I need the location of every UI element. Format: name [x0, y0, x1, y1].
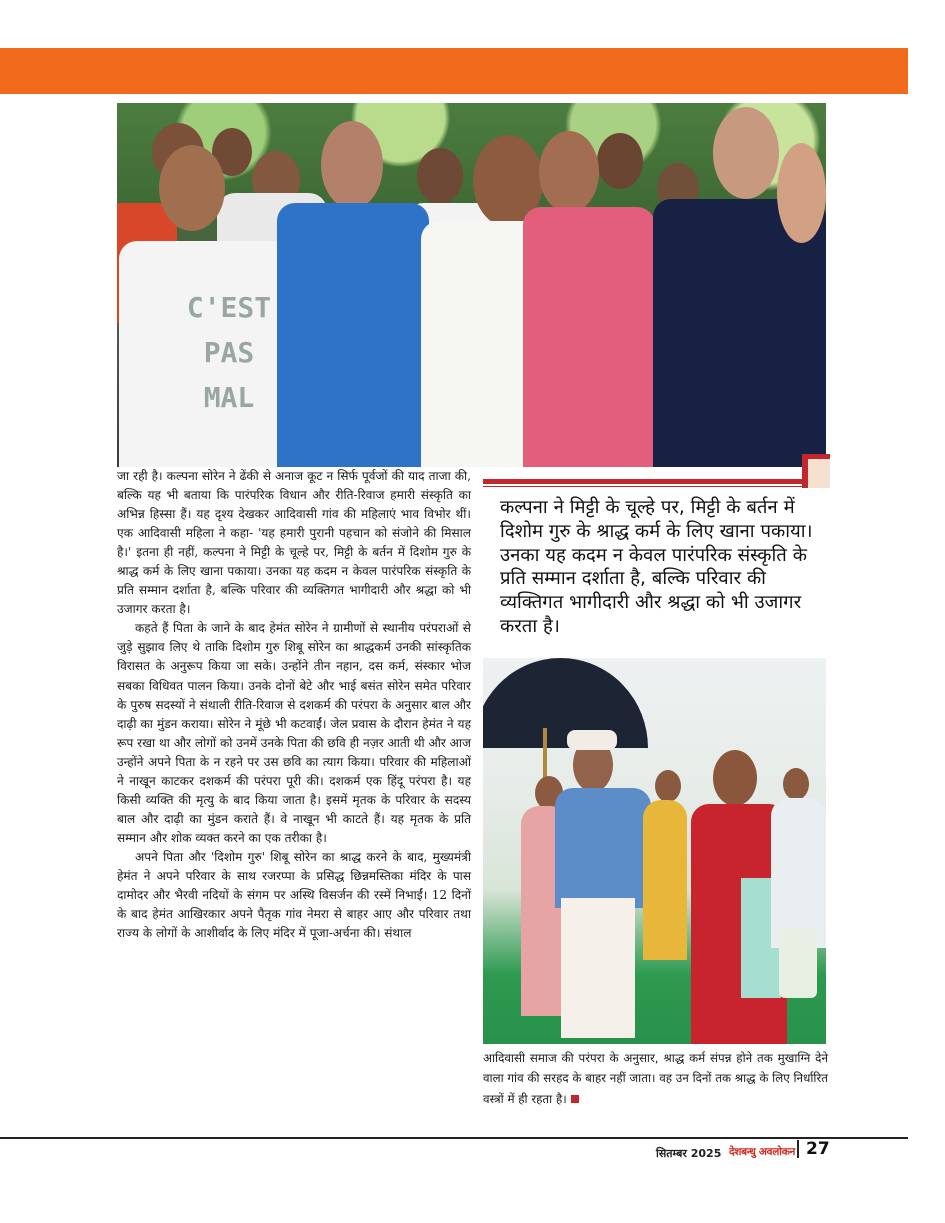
bottom-photo — [483, 658, 826, 1044]
corner-accent-inner — [808, 459, 830, 488]
magazine-name: देशबन्धु अवलोकन — [729, 1146, 796, 1158]
paragraph: कहते हैं पिता के जाने के बाद हेमंत सोरेन ने ग्रामीणों से स्थानीय परंपराओं से जुड़े सुझाव लिए थे ताकि दिशोम गुरु शिबू सोरेन का श्राद्धकर्म उनकी सांस्कृतिक विरासत के अनुरूप किया जा सके। उन्होंने तीन नहान, दस कर्म, संस्कार भोज सबका विधिवत पालन किया। उनके दोनों बेटे और भाई बसंत सोरेन समेत परिवार के पुरुष सदस्यों ने संथाली रीति-रिवाज से दशकर्म की परंपरा के अनुसार बाल और दाढ़ी का मुंडन कराया। सोरेन ने मूंछे भी कटवाईं। जेल प्रवास के दौरान हेमंत ने यह रूप रखा था और लोगों को उनमें उनके पिता की छवि ही नज़र आती थी और आज उन्होंने अपने पिता के न रहने पर उस छवि का त्याग किया। परिवार की महिलाओं ने नाखून काटकर दशकर्म की परंपरा पूरी की। दशकर्म एक हिंदू परंपरा है। यह किसी व्यक्ति की मृत्यु के बाद किया जाता है। इसमें मृतक के परिवार के सदस्य बाल और दाढ़ी का मुंडन कराते हैं। वे नाखून भी काटते हैं। यह मृतक के प्रति सम्मान और शोक व्यक्त करने का एक तरीका है। — [117, 621, 471, 845]
top-orange-band — [0, 48, 908, 94]
pull-quote-rule-thin — [483, 486, 803, 487]
issue-date: सितम्बर 2025 — [656, 1147, 722, 1160]
pull-quote-rule — [483, 479, 803, 484]
top-photo — [117, 103, 826, 467]
paragraph: जा रही है। कल्पना सोरेन ने ढेंकी से अनाज कूट न सिर्फ पूर्वजों की याद ताजा की, बल्कि यह भी बताया कि पारंपरिक विधान और रीति-रिवाज हमारी संस्कृति का अभिन्न हिस्सा हैं। यह दृश्य देखकर आदिवासी गांव की महिलाएं भाव विभोर थीं। एक आदिवासी महिला ने कहा- 'यह हमारी पुरानी पहचान को संजोने की मिसाल है।' इतना ही नहीं, कल्पना ने मिट्टी के चूल्हे पर, मिट्टी के बर्तन में दिशोम गुरु के श्राद्ध कर्म के लिए खाना पकाया। उनका यह कदम न केवल पारंपरिक संस्कृति के प्रति सम्मान दर्शाता है, बल्कि परिवार की व्यक्तिगत भागीदारी और श्रद्धा को भी उजागर करता है। — [117, 469, 471, 617]
shirt-text: C'EST PAS MAL — [186, 291, 272, 414]
caption-text: आदिवासी समाज की परंपरा के अनुसार, श्राद्ध कर्म संपन्न होने तक मुखाग्नि देने वाला गांव की सरहद के बाहर नहीं जाता। वह उन दिनों तक श्राद्ध के लिए निर्धारित वस्त्रों में ही रहता है। — [483, 1051, 829, 1106]
photo-caption — [483, 1048, 828, 1109]
pull-quote: कल्पना ने मिट्टी के चूल्हे पर, मिट्टी के बर्तन में दिशोम गुरु के श्राद्ध कर्म के लिए खाना पकाया। उनका यह कदम न केवल पारंपरिक संस्कृति के प्रति सम्मान दर्शाता है, बल्कि परिवार की व्यक्तिगत भागीदारी और श्रद्धा को भी उजागर करता है। — [500, 497, 813, 637]
page-number: 27 — [806, 1139, 830, 1159]
article-column — [117, 467, 471, 943]
footer-separator — [797, 1140, 799, 1158]
end-mark-icon — [571, 1095, 579, 1103]
paragraph: अपने पिता और 'दिशोम गुरु' शिबू सोरेन का श्राद्ध करने के बाद, मुख्यमंत्री हेमंत ने अपने परिवार के साथ रजरप्पा के प्रसिद्ध छिन्नमस्तिका मंदिर के पास दामोदर और भैरवी नदियों के संगम पर अस्थि विसर्जन की रस्में निभाईं। 12 दिनों के बाद हेमंत आखिरकार अपने पैतृक गांव नेमरा से बाहर आए और परिवार तथा राज्य के लोगों के आशीर्वाद के लिए मंदिर में पूजा-अर्चना की। संथाल — [117, 849, 471, 941]
footer-rule — [0, 1137, 908, 1139]
